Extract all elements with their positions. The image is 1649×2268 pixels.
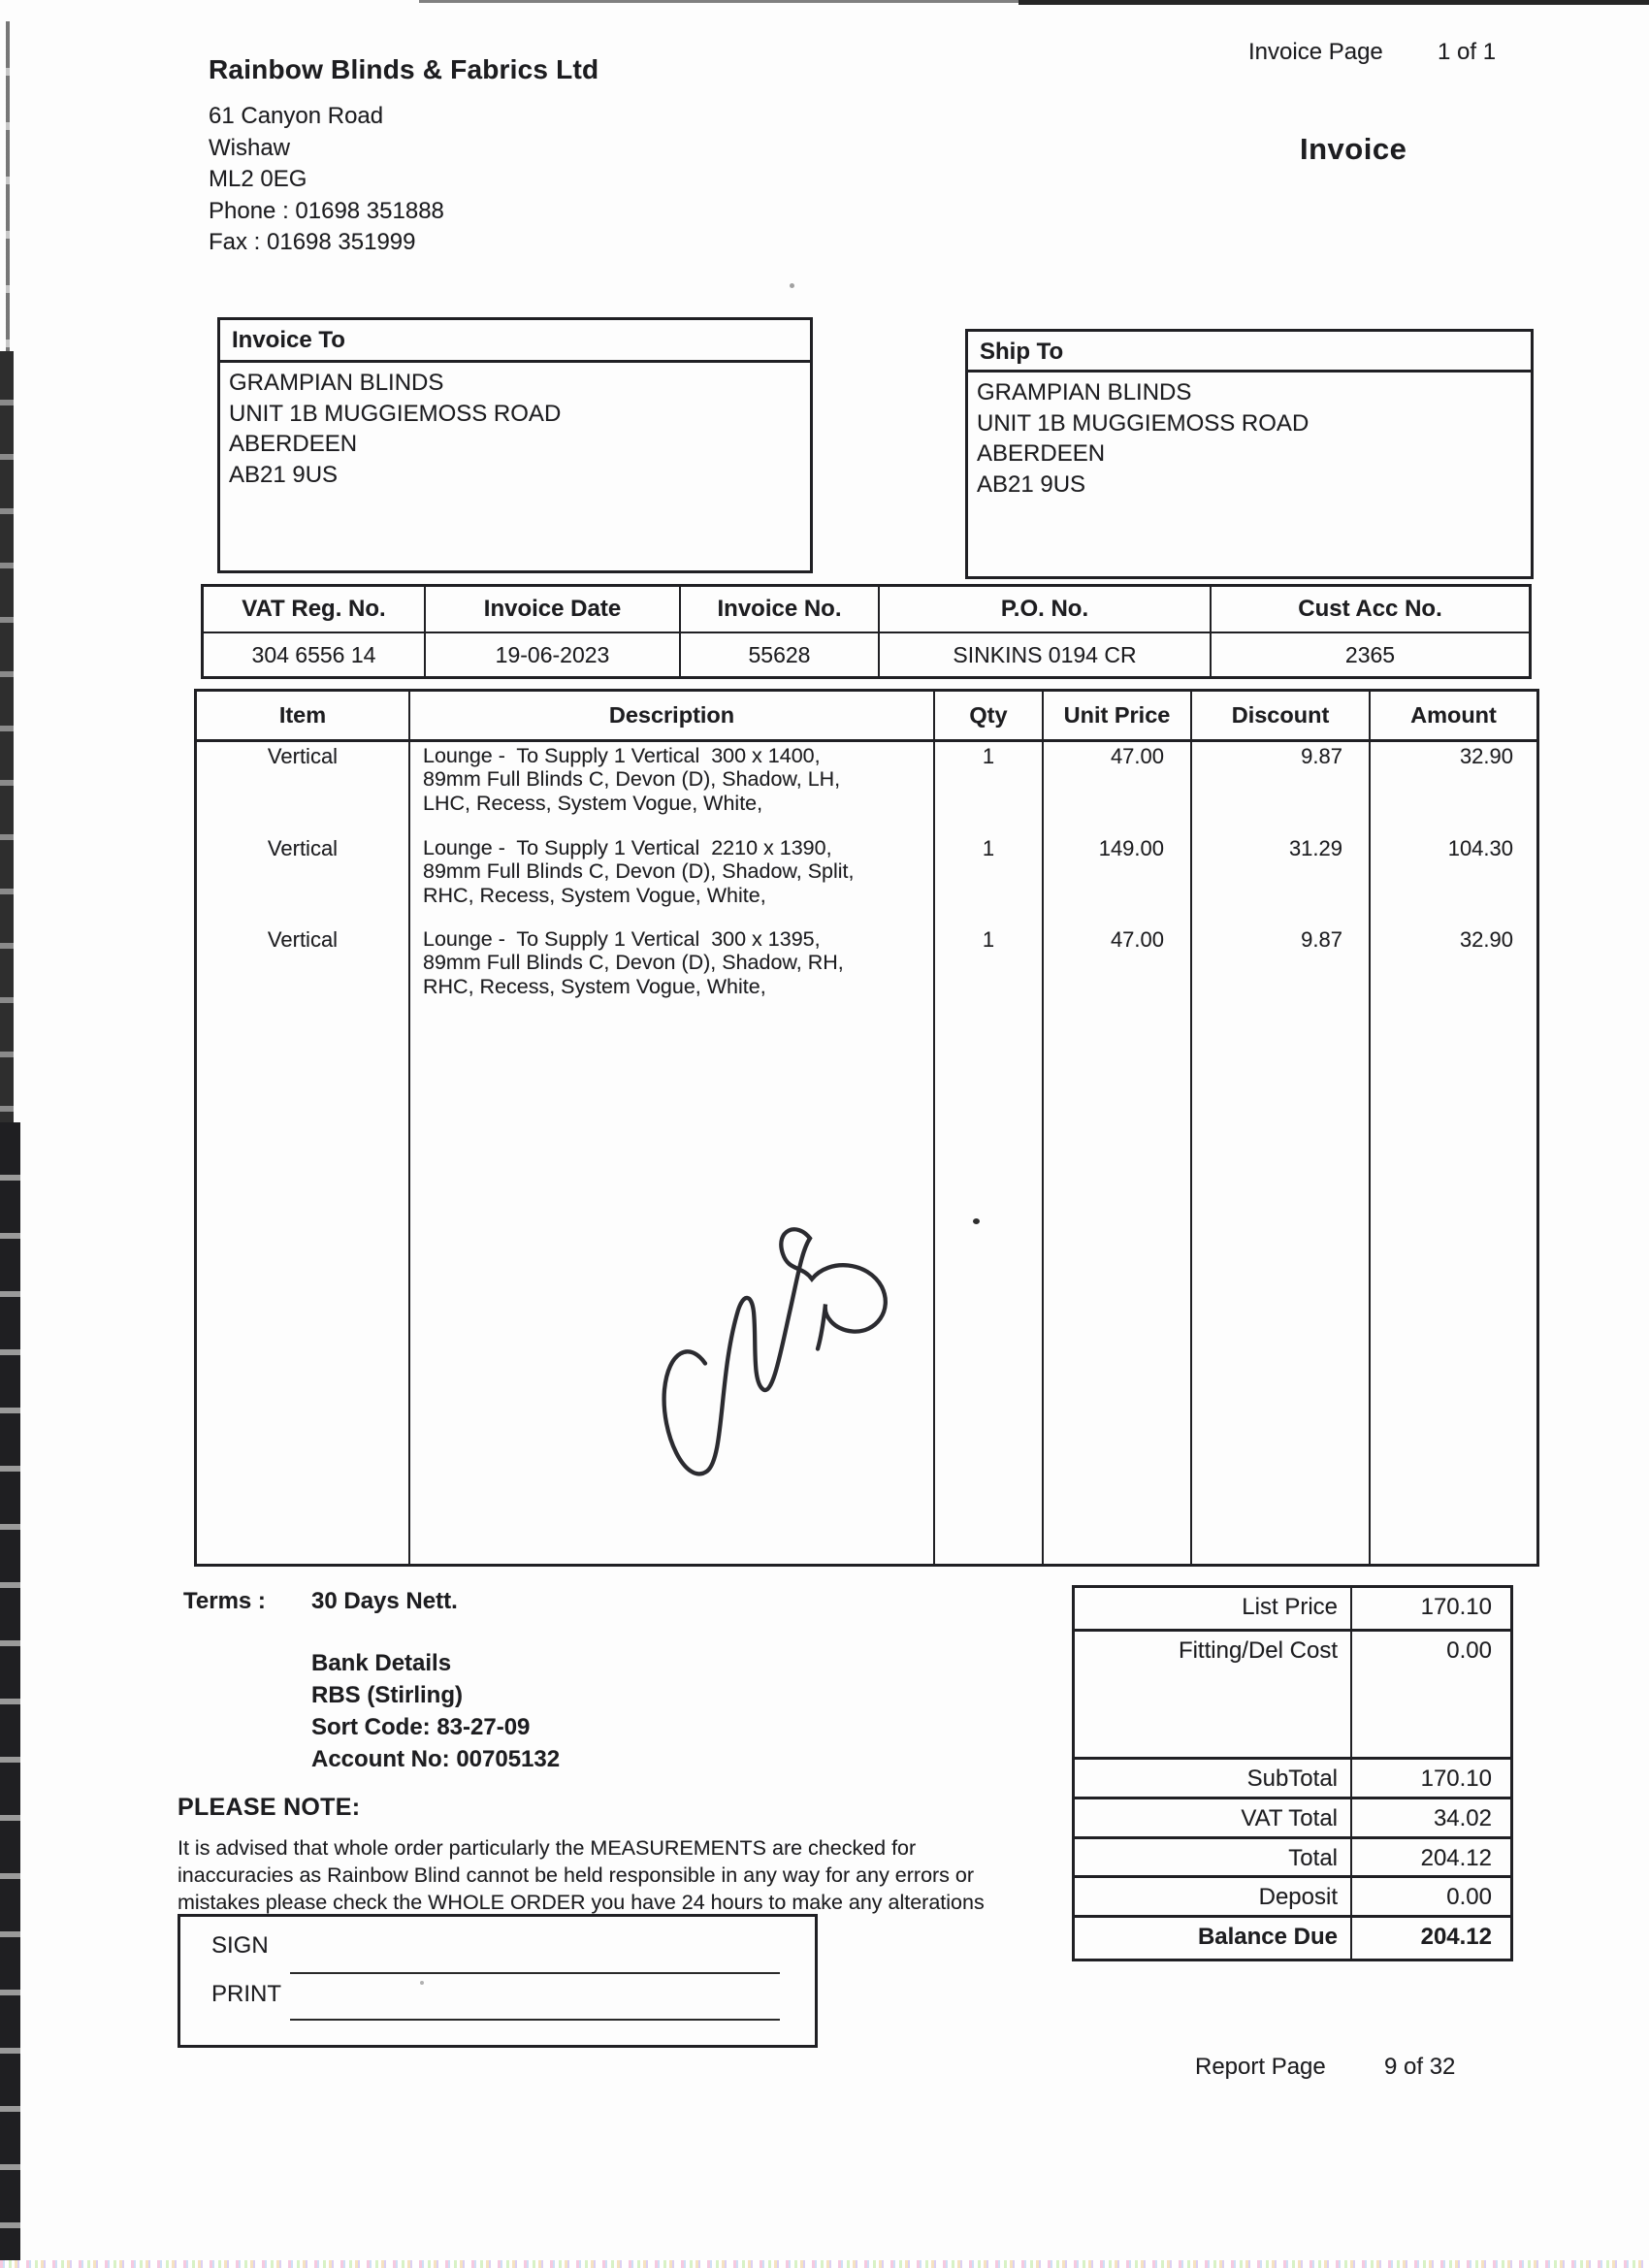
totals-row-deposit <box>1075 1875 1510 1915</box>
totals-value: 204.12 <box>1420 1845 1492 1871</box>
invoice-to-address <box>220 363 810 490</box>
totals-value: 170.10 <box>1420 1766 1492 1792</box>
scan-artifact-left-edge <box>6 21 10 351</box>
scan-artifact-top-line <box>1018 0 1649 5</box>
ink-speck <box>420 1981 424 1985</box>
description-line: Lounge - To Supply 1 Vertical 300 x 1400, <box>423 744 821 767</box>
totals-label: Deposit <box>1075 1878 1352 1915</box>
item-discount: 9.87 <box>1301 927 1342 952</box>
description-line: Lounge - To Supply 1 Vertical 2210 x 1390, <box>423 836 832 859</box>
description-line: 89mm Full Blinds C, Devon (D), Shadow, Split, <box>423 859 855 884</box>
ship-to-line: UNIT 1B MUGGIEMOSS ROAD <box>977 409 1310 437</box>
item-type: Vertical <box>267 927 339 952</box>
item-amount: 32.90 <box>1459 927 1513 952</box>
bank-details-title: Bank Details <box>311 1650 452 1676</box>
items-column-unit-price <box>1044 742 1192 1564</box>
disclaimer-note <box>178 1834 985 1916</box>
company-address-line: Wishaw <box>209 134 291 161</box>
note-line: mistakes please check the WHOLE ORDER you have 24 hours to make any alterations <box>178 1891 985 1914</box>
bank-sort-code: Sort Code: 83-27-09 <box>311 1714 531 1740</box>
meta-value-cust-acc: 2365 <box>1344 641 1396 667</box>
totals-row-subtotal <box>1075 1757 1510 1797</box>
items-column-amount <box>1371 742 1536 1564</box>
item-type: Vertical <box>267 744 339 768</box>
ink-speck <box>790 283 794 288</box>
items-header-unit-price: Unit Price <box>1044 692 1192 742</box>
totals-row-vat-total <box>1075 1797 1510 1836</box>
document-title: Invoice <box>1300 132 1407 166</box>
totals-label: Balance Due <box>1075 1918 1352 1959</box>
description-line: Lounge - To Supply 1 Vertical 300 x 1395, <box>423 927 821 951</box>
item-description <box>423 836 855 907</box>
print-line <box>290 2019 780 2021</box>
report-page-label: Report Page <box>1195 2054 1326 2080</box>
items-header-description: Description <box>410 692 935 742</box>
invoice-page-label: Invoice Page <box>1248 39 1383 65</box>
totals-row-list-price <box>1075 1588 1510 1629</box>
meta-value-vat-reg: 304 6556 14 <box>204 633 426 676</box>
please-note-title: PLEASE NOTE: <box>178 1794 361 1821</box>
totals-label: List Price <box>1075 1588 1352 1629</box>
item-qty: 1 <box>982 927 995 952</box>
scan-artifact-left-edge <box>0 1122 20 2268</box>
totals-row-balance-due <box>1075 1915 1510 1959</box>
items-column-discount <box>1192 742 1371 1564</box>
ship-to-line: AB21 9US <box>977 470 1086 498</box>
item-qty: 1 <box>982 744 995 768</box>
invoice-to-line: ABERDEEN <box>229 431 358 457</box>
bank-details <box>311 1647 560 1775</box>
item-discount: 9.87 <box>1301 744 1342 768</box>
scan-artifact-top-line <box>419 0 1018 3</box>
note-line: inaccuracies as Rainbow Blind cannot be held responsible in any way for any errors or <box>178 1863 975 1887</box>
company-fax: Fax : 01698 351999 <box>209 229 416 255</box>
report-page-value: 9 of 32 <box>1384 2054 1456 2080</box>
item-unit-price: 149.00 <box>1098 836 1164 860</box>
invoice-to-line: AB21 9US <box>229 461 339 488</box>
item-amount: 104.30 <box>1447 836 1513 860</box>
invoice-to-label: Invoice To <box>220 320 810 363</box>
handwritten-signature <box>626 1201 917 1507</box>
meta-value-po-no: SINKINS 0194 CR <box>880 633 1212 676</box>
ink-speck <box>973 1218 980 1224</box>
items-column-qty <box>935 742 1044 1564</box>
items-header-qty: Qty <box>935 692 1044 742</box>
totals-value: 170.10 <box>1420 1594 1492 1620</box>
terms-label: Terms : <box>183 1588 266 1614</box>
description-line: 89mm Full Blinds C, Devon (D), Shadow, RH, <box>423 951 844 975</box>
company-address-line: ML2 0EG <box>209 166 307 192</box>
totals-label: SubTotal <box>1075 1760 1352 1797</box>
note-line: It is advised that whole order particularly the MEASUREMENTS are checked for <box>178 1836 917 1860</box>
item-amount: 32.90 <box>1459 744 1513 768</box>
item-unit-price: 47.00 <box>1110 927 1164 952</box>
description-line: RHC, Recess, System Vogue, White, <box>423 883 766 907</box>
description-line: 89mm Full Blinds C, Devon (D), Shadow, LH, <box>423 767 841 792</box>
description-line: LHC, Recess, System Vogue, White, <box>423 791 763 815</box>
meta-header-po-no: P.O. No. <box>880 587 1212 633</box>
item-discount: 31.29 <box>1288 836 1342 860</box>
item-unit-price: 47.00 <box>1110 744 1164 768</box>
items-header-amount: Amount <box>1371 692 1536 742</box>
totals-value: 0.00 <box>1446 1884 1492 1910</box>
invoice-page-value: 1 of 1 <box>1438 39 1497 65</box>
scan-artifact-left-edge <box>0 351 14 1122</box>
invoice-meta-table <box>201 584 1532 679</box>
ship-to-label: Ship To <box>968 332 1531 373</box>
item-description <box>423 744 840 815</box>
meta-header-invoice-no: Invoice No. <box>681 587 880 633</box>
sign-label: SIGN <box>211 1932 269 1959</box>
bank-name: RBS (Stirling) <box>311 1682 463 1708</box>
sign-line <box>290 1972 780 1974</box>
ship-to-address <box>968 373 1531 500</box>
scan-artifact-bottom-noise <box>0 2260 1649 2268</box>
items-column-item <box>197 742 410 1564</box>
signature-box <box>178 1914 818 2048</box>
invoice-to-line: GRAMPIAN BLINDS <box>229 370 444 396</box>
totals-value: 0.00 <box>1446 1637 1492 1664</box>
ship-to-box <box>965 329 1534 579</box>
ship-to-line: GRAMPIAN BLINDS <box>977 379 1192 405</box>
totals-label: Total <box>1075 1839 1352 1875</box>
meta-header-invoice-date: Invoice Date <box>426 587 681 633</box>
invoice-to-line: UNIT 1B MUGGIEMOSS ROAD <box>229 400 562 427</box>
totals-label: VAT Total <box>1075 1799 1352 1836</box>
bank-account-no: Account No: 00705132 <box>311 1746 561 1772</box>
totals-value: 204.12 <box>1420 1924 1492 1950</box>
item-type: Vertical <box>267 836 339 860</box>
meta-header-vat-reg: VAT Reg. No. <box>204 587 426 633</box>
item-qty: 1 <box>982 836 995 860</box>
invoice-to-box <box>217 317 813 573</box>
totals-label: Fitting/Del Cost <box>1075 1632 1352 1757</box>
ship-to-line: ABERDEEN <box>977 440 1106 467</box>
totals-value: 34.02 <box>1433 1805 1492 1831</box>
company-address-line: 61 Canyon Road <box>209 103 384 129</box>
terms-value: 30 Days Nett. <box>311 1588 458 1614</box>
company-address <box>209 101 444 259</box>
totals-row-fitting-del-cost <box>1075 1629 1510 1757</box>
meta-value-invoice-date: 19-06-2023 <box>426 633 681 676</box>
company-name: Rainbow Blinds & Fabrics Ltd <box>209 54 599 84</box>
meta-header-cust-acc: Cust Acc No. <box>1212 587 1529 633</box>
company-phone: Phone : 01698 351888 <box>209 197 444 224</box>
items-header-item: Item <box>197 692 410 742</box>
meta-value-invoice-no: 55628 <box>681 633 880 676</box>
totals-table <box>1072 1585 1513 1961</box>
item-description <box>423 927 844 998</box>
print-label: PRINT <box>211 1981 281 2007</box>
totals-row-total <box>1075 1836 1510 1875</box>
description-line: RHC, Recess, System Vogue, White, <box>423 974 766 998</box>
items-header-discount: Discount <box>1192 692 1371 742</box>
